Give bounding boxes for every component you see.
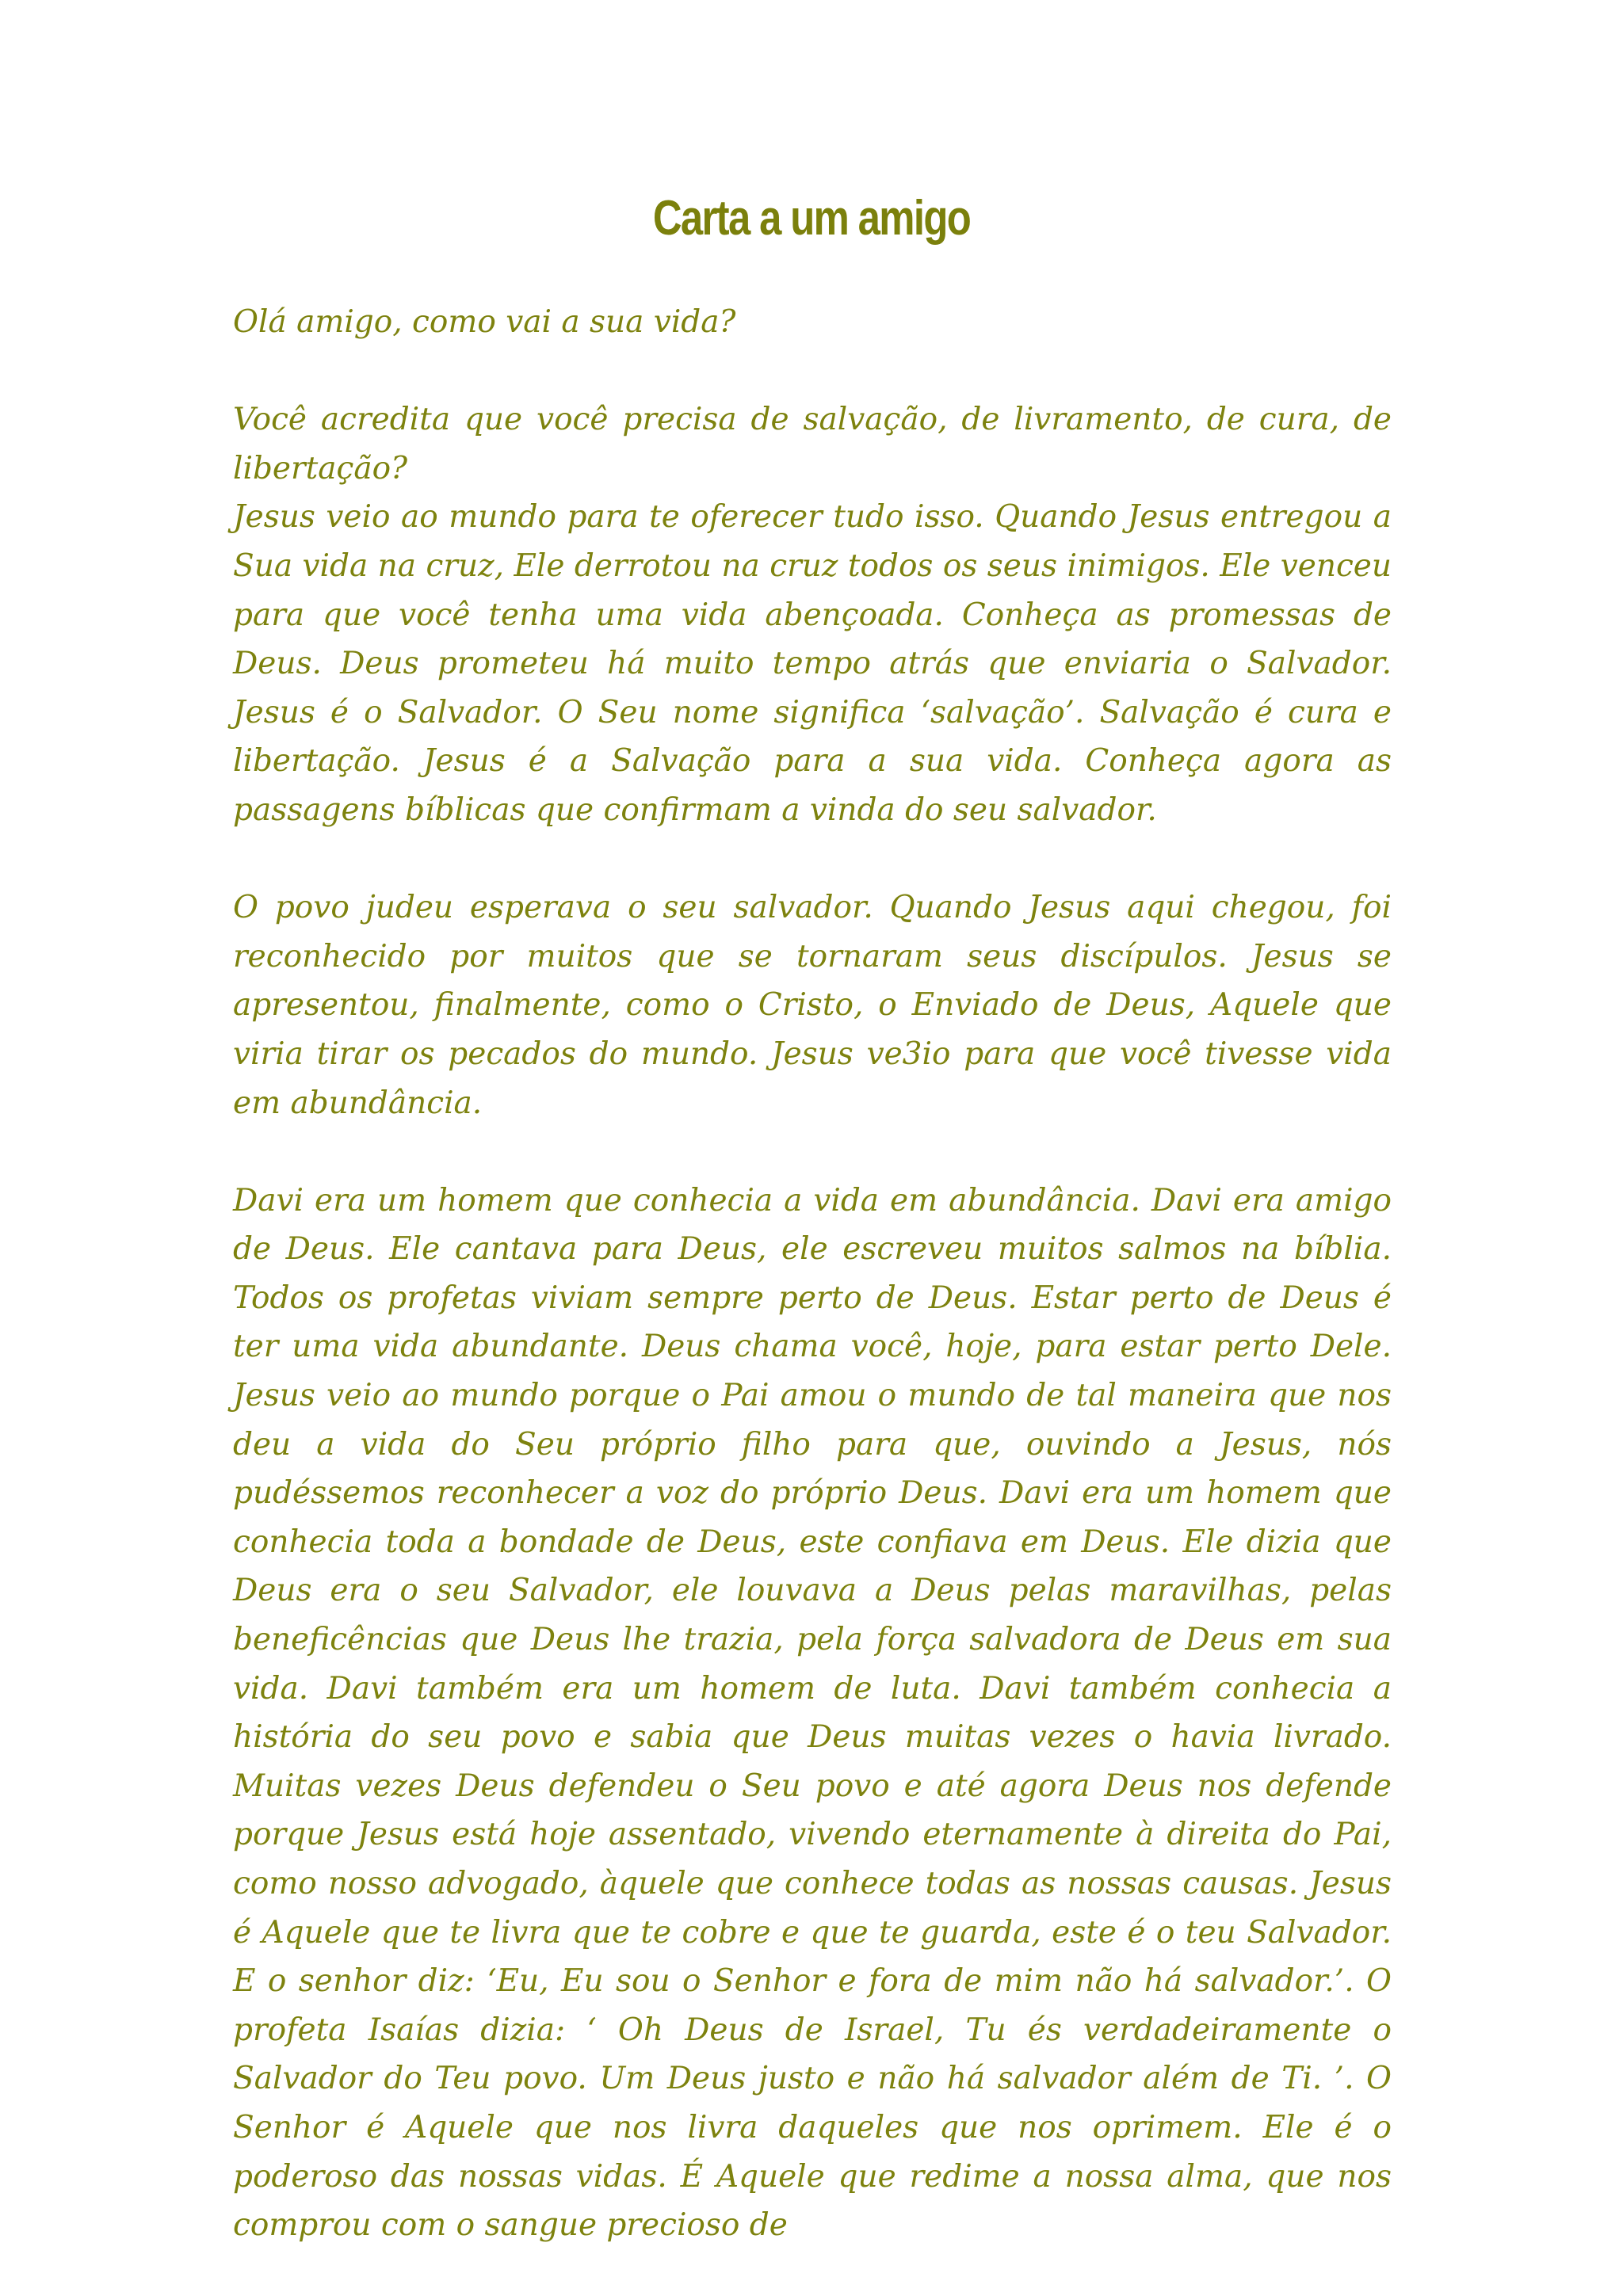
paragraph-spacer: [233, 835, 1392, 884]
question-paragraph: Você acredita que você precisa de salvação, de livramento, de cura, de libertação?: [233, 402, 1392, 486]
body-paragraph: Jesus veio ao mundo para te oferecer tudo isso. Quando Jesus entregou a Sua vida na cruz, Ele derrotou na cruz todos os seus inimigos. Ele venceu para que você tenha uma vida abençoada. Conheça as promessas de Deus. Deus prometeu há muito tempo atrás que enviaria o Salvador. Jesus é o Salvador. O Seu nome significa ‘salvação’. Salvação é cura e libertação. Jesus é a Salvação para a sua vida. Conheça agora as passagens bíblicas que confirmam a vinda do seu salvador.: [233, 499, 1392, 828]
body-paragraph: O povo judeu esperava o seu salvador. Quando Jesus aqui chegou, foi reconhecido por muitos que se tornaram seus discípulos. Jesus se apresentou, finalmente, como o Cristo, o Enviado de Deus, Aquele que viria tirar os pecados do mundo. Jesus ve3io para que você tivesse vida em abundância.: [233, 890, 1392, 1121]
greeting-paragraph: Olá amigo, como vai a sua vida?: [233, 304, 736, 340]
body-paragraph: Davi era um homem que conhecia a vida em abundância. Davi era amigo de Deus. Ele cantava para Deus, ele escreveu muitos salmos na bíblia. Todos os profetas viviam sempre perto de Deus. Estar perto de Deus é ter uma vida abundante. Deus chama você, hoje, para estar perto Dele. Jesus veio ao mundo porque o Pai amou o mundo de tal maneira que nos deu a vida do Seu próprio filho para que, ouvindo a Jesus, nós pudéssemos reconhecer a voz do próprio Deus. Davi era um homem que conhecia toda a bondade de Deus, este confiava em Deus. Ele dizia que Deus era o seu Salvador, ele louvava a Deus pelas maravilhas, pelas beneficências que Deus lhe trazia, pela força salvadora de Deus em sua vida. Davi também era um homem de luta. Davi também conhecia a história do seu povo e sabia que Deus muitas vezes o havia livrado. Muitas vezes Deus defendeu o Seu povo e até agora Deus nos defende porque Jesus está hoje assentado, vivendo eternamente à direita do Pai, como nosso advogado, àquele que conhece todas as nossas causas. Jesus é Aquele que te livra que te cobre e que te guarda, este é o teu Salvador. E o senhor diz: ‘Eu, Eu sou o Senhor e fora de mim não há salvador.’. O profeta Isaías dizia: ‘ Oh Deus de Israel, Tu és verdadeiramente o Salvador do Teu povo. Um Deus justo e não há salvador além de Ti. ’. O Senhor é Aquele que nos livra daqueles que nos oprimem. Ele é o poderoso das nossas vidas. É Aquele que redime a nossa alma, que nos comprou com o sangue precioso de: [233, 1182, 1392, 2244]
paragraph-spacer: [233, 347, 1392, 396]
document-title: Carta a um amigo: [652, 191, 971, 246]
letter-body: [233, 298, 1392, 2250]
paragraph-spacer: [233, 1127, 1392, 1177]
